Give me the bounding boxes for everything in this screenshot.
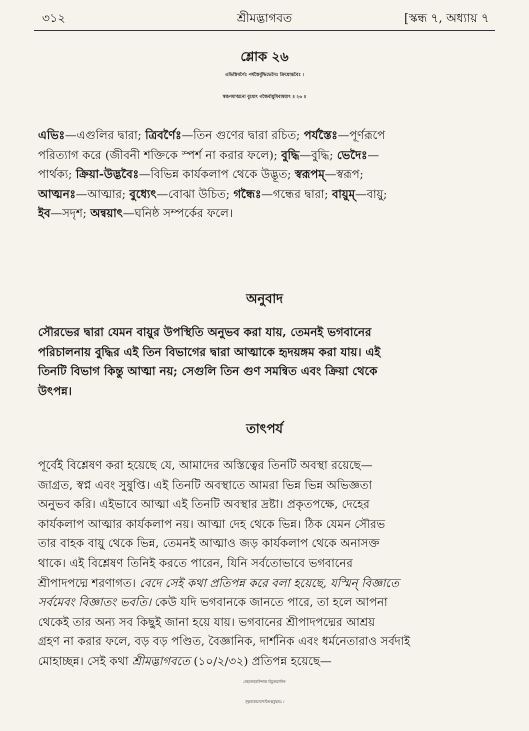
translation-line: তিনটি বিভাগ কিন্তু আত্মা নয়; সেগুলি তিন গুণ সমন্বিত এবং ক্রিয়া থেকে	[38, 364, 378, 379]
page-header	[0, 8, 529, 30]
synonym-meaning: পরিত্যাগ করে (জীবনী শক্তিকে স্পর্শ না করার ফলে);	[38, 147, 282, 162]
verse-line-2: স্বরূপমাত্মনো বুধ্যেৎ গন্ধৈর্বায়ুমিবান্বয়াৎ ॥ ২৬ ॥	[222, 95, 307, 100]
purport-line: থাকে। এই বিশ্লেষণ তিনিই করতে পারেন, যিনি সর্বতোভাবে ভগবানের	[38, 555, 353, 570]
purport-line: কার্যকলাপ আত্মার কার্যকলাপ নয়। আত্মা দেহ থেকে ভিন্ন। ঠিক যেমন সৌরভ	[38, 516, 386, 531]
synonym-term: বায়ুম্	[331, 186, 356, 201]
synonyms-line	[38, 146, 494, 166]
synonyms-line	[38, 126, 494, 146]
synonym-meaning: —আত্মার;	[75, 186, 130, 201]
synonym-meaning: —এগুলির দ্বারা;	[64, 128, 146, 142]
synonym-term: এভিঃ	[38, 128, 65, 142]
synonym-meaning: —তিন গুণের দ্বারা রচিত;	[181, 128, 304, 142]
purport-text: (১০/২/৩২) প্রতিপন্ন হয়েছে—	[189, 653, 332, 668]
synonym-meaning: —স্বরূপ;	[324, 167, 364, 182]
purport-text: শ্রীপাদপদ্মে শরণাগত।	[38, 575, 140, 590]
synonym-term: স্বরূপম্	[294, 167, 325, 182]
synonym-meaning: —পূর্ণরূপে	[337, 128, 386, 142]
purport-italic-text: বেদে সেই কথা প্রতিপন্ন করে বলা হয়েছে, যস্মিন্ বিজ্ঞাতে	[139, 575, 399, 590]
purport-heading: তাৎপর্য	[246, 422, 283, 437]
purport-line	[38, 574, 494, 594]
synonym-meaning: —	[367, 147, 380, 162]
synonym-meaning: —বিভিন্ন কার্যকলাপ থেকে উদ্ভূত;	[138, 167, 295, 182]
purport-text: কেউ যদি ভগবানকে জানতে পারে, তা হলে আপনা	[151, 595, 388, 610]
synonym-term: ত্রিবর্ণৈঃ	[145, 128, 182, 142]
synonym-meaning: —ঘনিষ্ঠ সম্পর্কের ফলে।	[122, 206, 233, 221]
page-number: ৩১২	[42, 11, 66, 25]
purport-italic-text: সর্বমেবং বিজ্ঞাতং ভবতি।	[38, 595, 152, 610]
purport-line: থেকেই তার অন্য সব কিছুই জানা হয়ে যায়। ভগবানের শ্রীপাদপদ্মের আশ্রয়	[38, 614, 375, 629]
synonym-term: ক্রিয়া-উদ্ভবৈঃ	[75, 167, 139, 182]
shloka-heading: শ্লোক ২৬	[240, 50, 289, 65]
synonyms-line	[38, 165, 494, 185]
purport-line: গ্রহণ না করার ফলে, বড় বড় পণ্ডিত, বৈজ্ঞানিক, দার্শনিক এবং ধর্মনেতারাও সর্বদাই	[38, 634, 411, 649]
purport-text: মোহাচ্ছন্ন। সেই কথা	[38, 653, 133, 668]
synonym-meaning: —সদৃশ;	[50, 206, 91, 221]
synonym-meaning: —গন্ধের দ্বারা;	[261, 186, 332, 201]
header-rule	[34, 30, 495, 31]
book-title: শ্রীমদ্ভাগবত	[236, 11, 292, 25]
synonyms-line	[38, 185, 494, 205]
synonym-term: বুদ্ধি	[281, 147, 300, 162]
translation-block	[38, 323, 494, 401]
purport-line	[38, 652, 494, 672]
purport-line	[38, 593, 494, 613]
translation-heading: অনুবাদ	[246, 292, 283, 307]
translation-line: সৌরভের দ্বারা যেমন বায়ুর উপস্থিতি অনুভব করা যায়, তেমনই ভগবানের	[38, 325, 372, 339]
verse-line-1: এভিস্ত্রিবর্ণৈঃ পর্যস্তৈর্বুদ্ধিভেদৈঃ ক্রিয়োদ্ভবৈঃ ।	[225, 73, 304, 78]
purport-line: তার বাহক বায়ু থেকে ভিন্ন, তেমনই আত্মাও জড় কার্যকলাপ থেকে অনাসক্ত	[38, 536, 380, 551]
chapter-reference: [স্কন্ধ ৭, অধ্যায় ৭	[404, 11, 489, 25]
synonym-term: গন্ধৈঃ	[233, 186, 262, 201]
synonym-term: বুধ্যেৎ	[129, 186, 157, 201]
citation-line-1: যেহন্যেহরবিন্দাক্ষ বিমুক্তমানিন-	[242, 680, 286, 684]
purport-italic-text: শ্রীমদ্ভাগবতে	[132, 653, 190, 668]
purport-line: অনুভব করি। এইভাবে আত্মা এই তিনটি অবস্থার দ্রষ্টা। প্রকৃতপক্ষে, দেহের	[38, 497, 370, 512]
synonym-meaning: —বায়ু;	[355, 186, 388, 201]
purport-line: জাগ্রত, স্বপ্ন এবং সুষুপ্তি। এই তিনটি অবস্থাতে আমরা ভিন্ন ভিন্ন অভিজ্ঞতা	[38, 477, 372, 492]
synonym-term: ইব	[38, 206, 51, 221]
synonym-meaning: —বোঝা উচিত;	[156, 186, 234, 201]
synonym-term: আত্মনঃ	[38, 186, 76, 201]
synonyms-line	[38, 204, 494, 224]
purport-block	[38, 456, 494, 672]
synonym-term: পর্যস্তৈঃ	[303, 128, 338, 142]
citation-line-2: স্ত্বয্যস্তভাবাদবিশুদ্ধবুদ্ধয়ঃ ।	[244, 700, 285, 704]
synonyms-block	[38, 126, 494, 224]
translation-line: পরিচালনায় বুদ্ধির এই তিন বিভাগের দ্বারা আত্মাকে হৃদয়ঙ্গম করা যায়। এই	[38, 344, 381, 359]
translation-line: উৎপন্ন।	[38, 383, 72, 398]
purport-line: পূর্বেই বিশ্লেষণ করা হয়েছে যে, আমাদের অস্তিত্বের তিনটি অবস্থা রয়েছে—	[38, 458, 373, 472]
synonym-term: অন্বয়াৎ	[90, 206, 123, 221]
synonym-meaning: —বুদ্ধি;	[299, 147, 337, 162]
synonym-meaning: পার্থক্য;	[38, 167, 76, 182]
synonym-term: ভেদৈঃ	[336, 147, 368, 162]
